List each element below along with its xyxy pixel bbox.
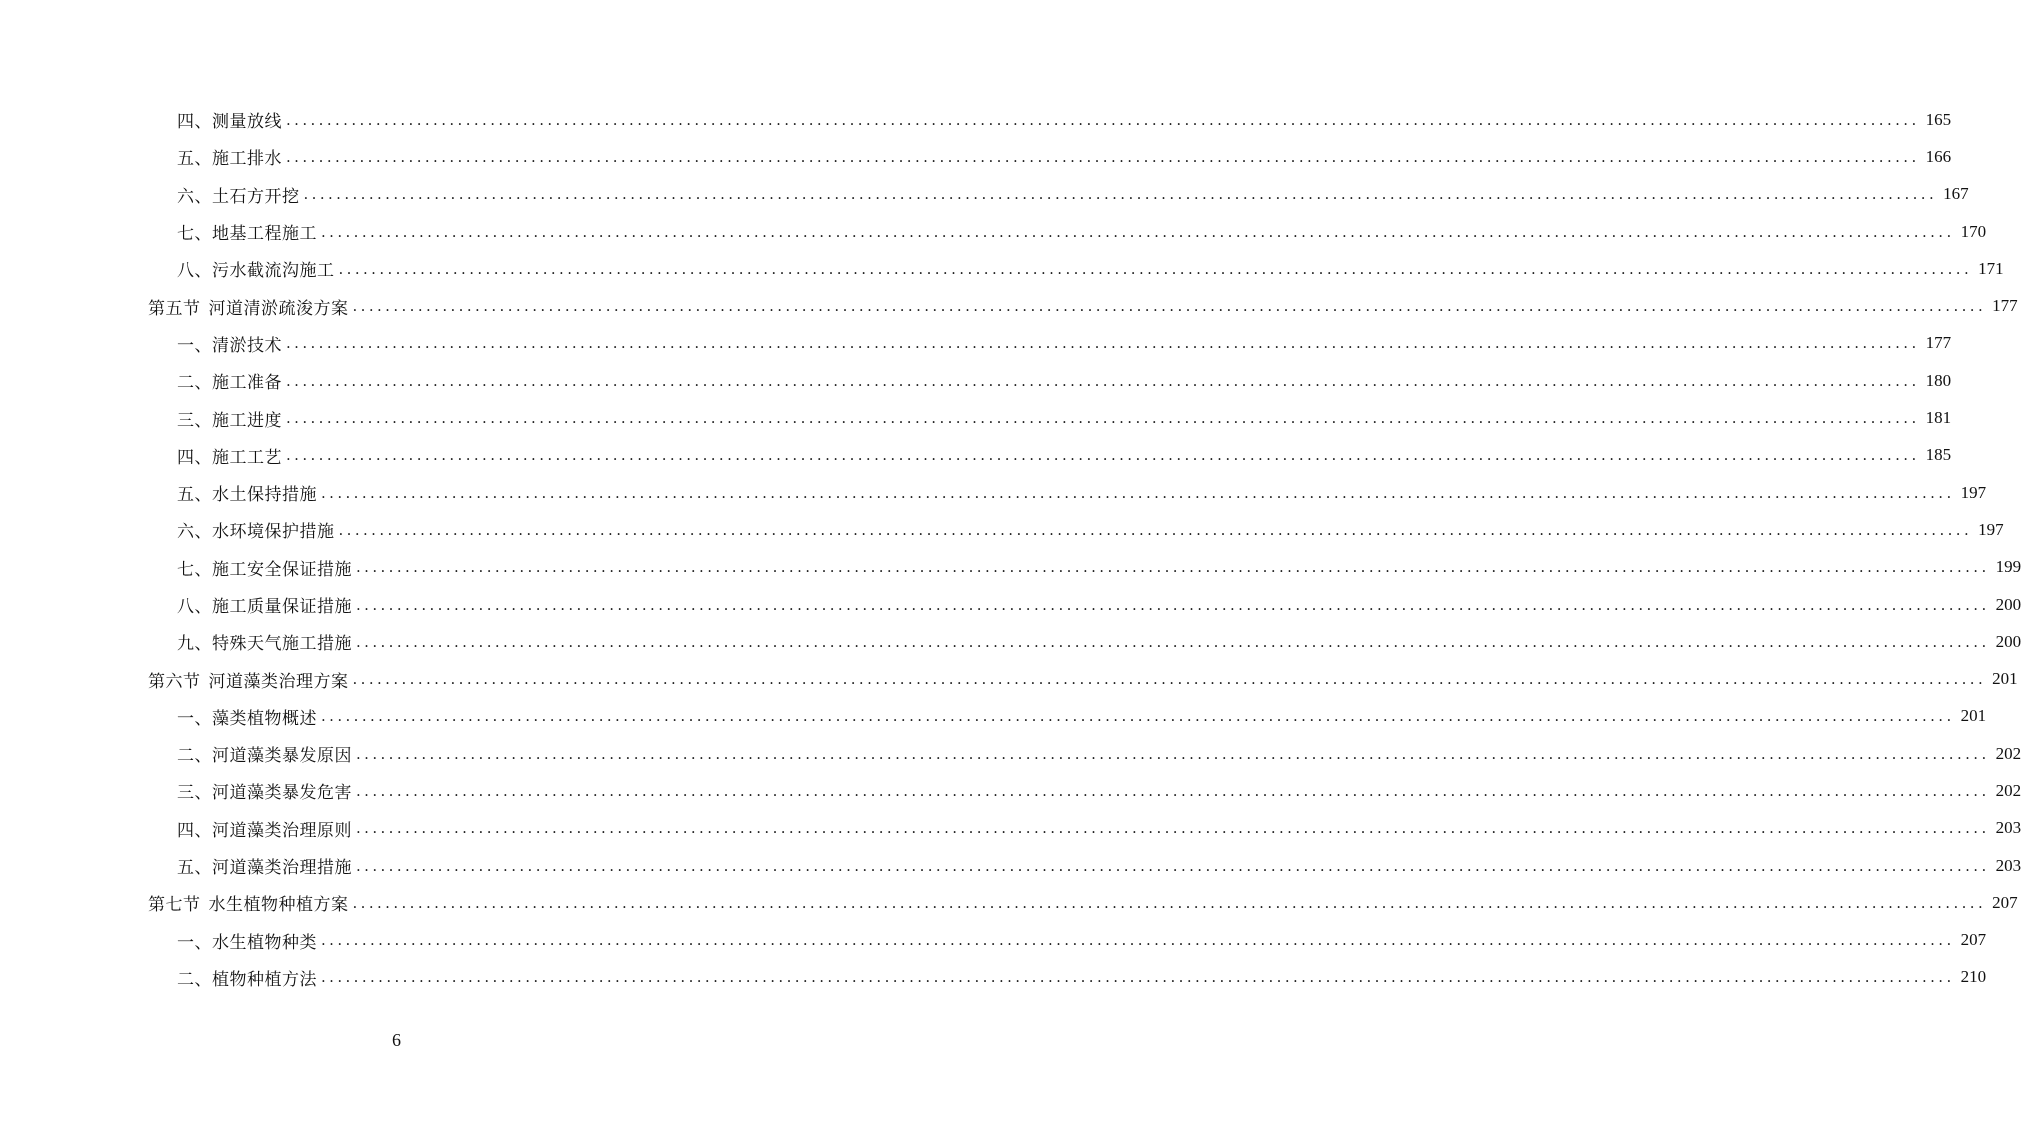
toc-subsection-entry[interactable] bbox=[0, 735, 2021, 772]
toc-entry-title bbox=[177, 629, 352, 654]
toc-page-number: 203 bbox=[1995, 818, 2021, 838]
toc-entry-text: 二、植物种植方法 bbox=[177, 969, 317, 990]
toc-section-number: 第六节 bbox=[148, 671, 201, 692]
toc-subsection-entry[interactable] bbox=[0, 138, 1952, 175]
toc-page-number: 197 bbox=[1960, 482, 1987, 502]
toc-subsection-entry[interactable] bbox=[0, 437, 1952, 474]
toc-entry-text: 五、施工排水 bbox=[177, 149, 282, 170]
toc-entry-title bbox=[177, 965, 317, 990]
toc-entry-title bbox=[177, 331, 282, 356]
toc-entry-text: 四、测量放线 bbox=[177, 112, 282, 133]
toc-entry-title bbox=[177, 182, 300, 207]
toc-entry-text: 四、施工工艺 bbox=[177, 447, 282, 468]
toc-page-number: 201 bbox=[1960, 706, 1987, 726]
toc-entry-title bbox=[177, 480, 317, 505]
toc-entry-text: 水生植物种植方案 bbox=[208, 895, 349, 916]
toc-section-number: 第五节 bbox=[148, 298, 201, 319]
toc-entry-title bbox=[177, 704, 317, 729]
toc-subsection-entry[interactable] bbox=[0, 772, 2021, 809]
toc-page-number: 201 bbox=[1992, 669, 2018, 689]
toc-dot-leader: ........................................................................................................................................................................................................ bbox=[352, 297, 1987, 316]
toc-dot-leader: ........................................................................................................................................................................................................ bbox=[286, 409, 1920, 428]
toc-dot-leader: ........................................................................................................................................................................................................ bbox=[286, 371, 1920, 390]
toc-dot-leader: ........................................................................................................................................................................................................ bbox=[286, 147, 1920, 166]
toc-entry-text: 八、污水截流沟施工 bbox=[177, 261, 335, 282]
toc-page-number: 200 bbox=[1995, 631, 2021, 651]
toc-page-number: 170 bbox=[1960, 221, 1987, 241]
toc-entry-title bbox=[177, 778, 352, 803]
toc-entry-title bbox=[177, 816, 352, 841]
toc-entry-text: 二、施工准备 bbox=[177, 373, 282, 394]
toc-entry-title bbox=[177, 928, 317, 953]
toc-dot-leader: ........................................................................................................................................................................................................ bbox=[303, 185, 1938, 204]
toc-page-number: 167 bbox=[1943, 184, 1969, 204]
toc-dot-leader: ........................................................................................................................................................................................................ bbox=[321, 931, 1955, 950]
toc-subsection-entry[interactable] bbox=[0, 250, 2004, 287]
toc-dot-leader: ........................................................................................................................................................................................................ bbox=[356, 595, 1990, 614]
toc-dot-leader: ........................................................................................................................................................................................................ bbox=[356, 632, 1990, 651]
toc-page-number: 203 bbox=[1995, 855, 2021, 875]
toc-entry-text: 一、水生植物种类 bbox=[177, 932, 317, 953]
toc-subsection-entry[interactable] bbox=[0, 213, 1987, 250]
toc-entry-title bbox=[177, 406, 282, 431]
toc-entry-title bbox=[177, 443, 282, 468]
toc-page-number: 207 bbox=[1960, 930, 1987, 950]
toc-entry-title bbox=[177, 517, 335, 542]
toc-dot-leader: ........................................................................................................................................................................................................ bbox=[356, 819, 1990, 838]
toc-entry-text: 三、施工进度 bbox=[177, 410, 282, 431]
toc-dot-leader: ........................................................................................................................................................................................................ bbox=[356, 558, 1990, 577]
toc-entry-text: 四、河道藻类治理原则 bbox=[177, 820, 352, 841]
toc-subsection-entry[interactable] bbox=[0, 959, 1987, 996]
toc-subsection-entry[interactable] bbox=[0, 325, 1952, 362]
toc-dot-leader: ........................................................................................................................................................................................................ bbox=[338, 520, 1973, 539]
toc-entry-text: 河道清淤疏浚方案 bbox=[208, 298, 349, 319]
toc-page-number: 202 bbox=[1995, 780, 2021, 800]
toc-entry-text: 九、特殊天气施工措施 bbox=[177, 634, 352, 655]
toc-page-number: 199 bbox=[1995, 557, 2021, 577]
toc-page-number: 210 bbox=[1960, 967, 1987, 987]
toc-entry-text: 一、藻类植物概述 bbox=[177, 708, 317, 729]
toc-entry-title bbox=[177, 853, 352, 878]
toc-entry-text: 三、河道藻类暴发危害 bbox=[177, 783, 352, 804]
toc-entry-text: 河道藻类治理方案 bbox=[208, 671, 349, 692]
toc-subsection-entry[interactable] bbox=[0, 623, 2021, 660]
toc-page-number: 166 bbox=[1925, 146, 1952, 166]
toc-page-number: 207 bbox=[1992, 892, 2018, 912]
table-of-contents bbox=[0, 101, 2021, 996]
toc-entry-title bbox=[177, 219, 317, 244]
toc-subsection-entry[interactable] bbox=[0, 176, 1969, 213]
toc-subsection-entry[interactable] bbox=[0, 586, 2021, 623]
toc-entry-text: 七、施工安全保证措施 bbox=[177, 559, 352, 580]
toc-entry-title bbox=[148, 294, 349, 319]
toc-dot-leader: ........................................................................................................................................................................................................ bbox=[321, 968, 1955, 987]
toc-subsection-entry[interactable] bbox=[0, 474, 1987, 511]
toc-section-entry[interactable] bbox=[0, 287, 2018, 324]
toc-subsection-entry[interactable] bbox=[0, 698, 1987, 735]
toc-entry-text: 六、土石方开挖 bbox=[177, 186, 300, 207]
toc-page-number: 165 bbox=[1925, 109, 1952, 129]
toc-page-number: 185 bbox=[1925, 445, 1952, 465]
toc-entry-title bbox=[177, 107, 282, 132]
toc-entry-text: 七、地基工程施工 bbox=[177, 224, 317, 245]
toc-subsection-entry[interactable] bbox=[0, 922, 1987, 959]
toc-subsection-entry[interactable] bbox=[0, 549, 2021, 586]
toc-dot-leader: ........................................................................................................................................................................................................ bbox=[286, 446, 1920, 465]
toc-dot-leader: ........................................................................................................................................................................................................ bbox=[338, 259, 1973, 278]
page-number: 6 bbox=[392, 1030, 401, 1050]
toc-entry-text: 五、河道藻类治理措施 bbox=[177, 858, 352, 879]
toc-entry-text: 二、河道藻类暴发原因 bbox=[177, 746, 352, 767]
toc-entry-text: 六、水环境保护措施 bbox=[177, 522, 335, 543]
toc-section-entry[interactable] bbox=[0, 884, 2018, 921]
toc-page-number: 202 bbox=[1995, 743, 2021, 763]
toc-entry-title bbox=[177, 741, 352, 766]
toc-entry-title bbox=[177, 592, 352, 617]
toc-entry-title bbox=[148, 667, 349, 692]
toc-dot-leader: ........................................................................................................................................................................................................ bbox=[321, 483, 1955, 502]
toc-dot-leader: ........................................................................................................................................................................................................ bbox=[356, 856, 1990, 875]
toc-page-number: 200 bbox=[1995, 594, 2021, 614]
toc-subsection-entry[interactable] bbox=[0, 362, 1952, 399]
toc-subsection-entry[interactable] bbox=[0, 101, 1952, 138]
toc-page-number: 177 bbox=[1992, 296, 2018, 316]
toc-entry-text: 五、水土保持措施 bbox=[177, 485, 317, 506]
toc-entry-title bbox=[177, 144, 282, 169]
toc-dot-leader: ........................................................................................................................................................................................................ bbox=[286, 334, 1920, 353]
toc-entry-text: 一、清淤技术 bbox=[177, 335, 282, 356]
toc-subsection-entry[interactable] bbox=[0, 399, 1952, 436]
toc-entry-title bbox=[177, 368, 282, 393]
toc-subsection-entry[interactable] bbox=[0, 847, 2021, 884]
toc-entry-title bbox=[177, 256, 335, 281]
toc-page-number: 171 bbox=[1978, 258, 2004, 278]
toc-subsection-entry[interactable] bbox=[0, 511, 2004, 548]
toc-entry-title bbox=[177, 555, 352, 580]
toc-section-number: 第七节 bbox=[148, 895, 201, 916]
toc-dot-leader: ........................................................................................................................................................................................................ bbox=[356, 781, 1990, 800]
toc-dot-leader: ........................................................................................................................................................................................................ bbox=[286, 110, 1920, 129]
toc-section-entry[interactable] bbox=[0, 660, 2018, 697]
toc-dot-leader: ........................................................................................................................................................................................................ bbox=[352, 893, 1987, 912]
toc-entry-title bbox=[148, 890, 349, 915]
toc-page-number: 181 bbox=[1925, 408, 1952, 428]
toc-page-number: 180 bbox=[1925, 370, 1952, 390]
toc-dot-leader: ........................................................................................................................................................................................................ bbox=[321, 222, 1955, 241]
toc-dot-leader: ........................................................................................................................................................................................................ bbox=[352, 670, 1987, 689]
toc-page-number: 177 bbox=[1925, 333, 1952, 353]
toc-dot-leader: ........................................................................................................................................................................................................ bbox=[356, 744, 1990, 763]
toc-entry-text: 八、施工质量保证措施 bbox=[177, 597, 352, 617]
toc-dot-leader: ........................................................................................................................................................................................................ bbox=[321, 707, 1955, 726]
toc-page-number: 197 bbox=[1978, 519, 2004, 539]
toc-subsection-entry[interactable] bbox=[0, 810, 2021, 847]
